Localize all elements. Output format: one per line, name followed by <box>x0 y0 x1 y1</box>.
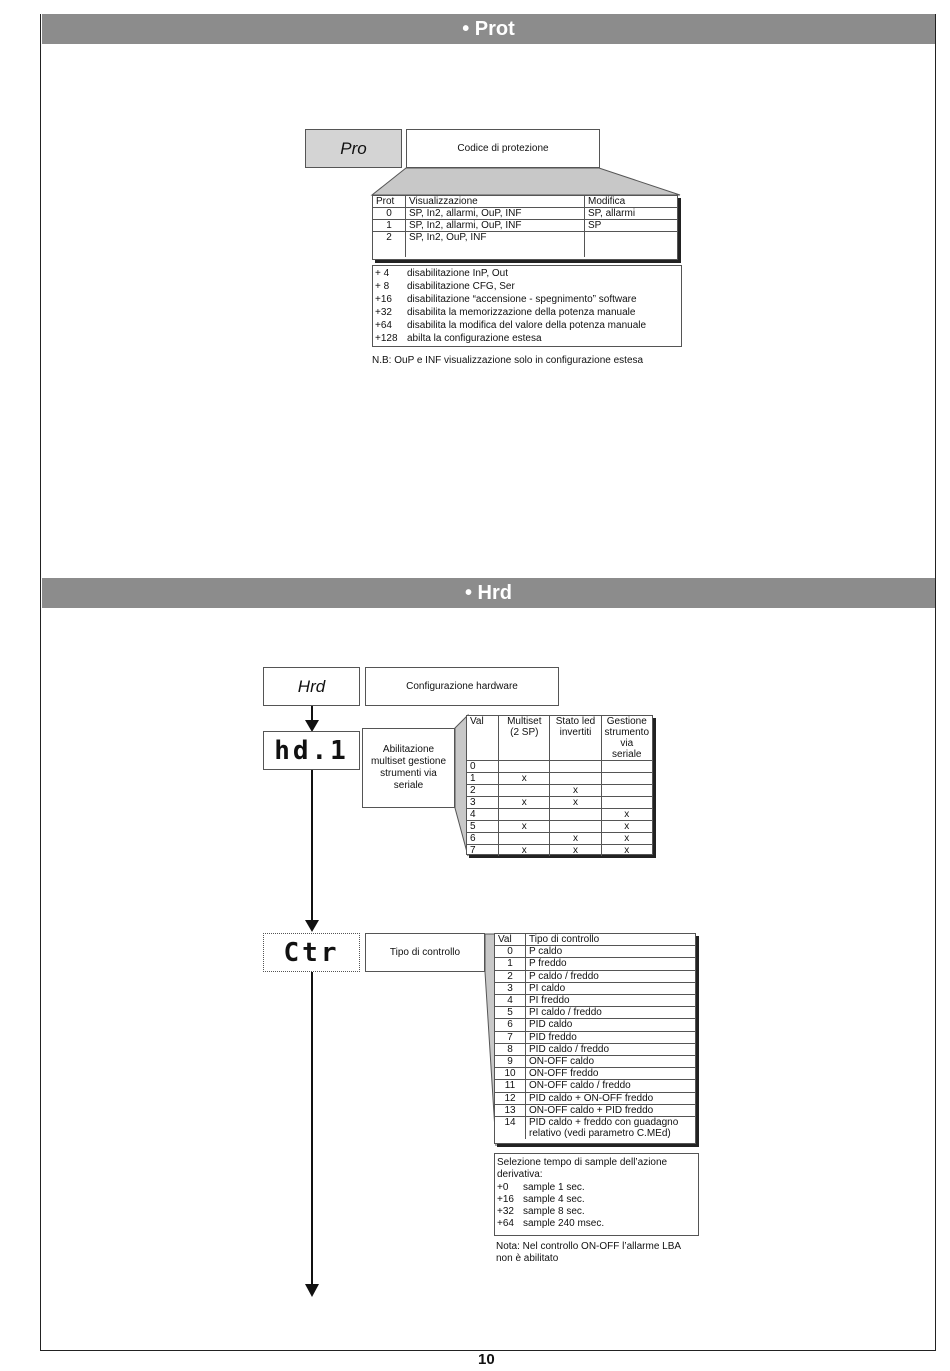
prot-mod: SP, allarmi <box>585 208 678 220</box>
list-item <box>375 294 679 305</box>
ctr-val: 1 <box>495 958 526 970</box>
ctr-val: 11 <box>495 1080 526 1092</box>
list-item <box>375 320 679 331</box>
ctr-type: P caldo <box>526 946 696 958</box>
list-item <box>375 281 679 292</box>
option-code: +128 <box>375 333 398 344</box>
option-text: sample 4 sec. <box>523 1193 585 1205</box>
hd1-cell: x <box>550 785 601 797</box>
option-code: +0 <box>497 1181 509 1193</box>
table-row <box>495 1043 695 1055</box>
ctr-val: 5 <box>495 1007 526 1019</box>
hd1-cell: x <box>499 773 550 785</box>
ctr-type: PID caldo / freddo <box>526 1043 696 1055</box>
hd1-cell: x <box>624 845 630 856</box>
table-row <box>467 773 652 785</box>
option-code: +16 <box>497 1193 514 1205</box>
ctr-type: PI caldo / freddo <box>526 1007 696 1019</box>
hd1-cell: x <box>550 797 601 809</box>
option-code: + 8 <box>375 281 390 292</box>
table-row <box>495 1117 695 1140</box>
ctr-type: PI freddo <box>526 995 696 1007</box>
table-row <box>373 232 677 258</box>
list-item <box>375 333 679 344</box>
prot-header-prot: Prot <box>373 196 406 208</box>
option-code: + 4 <box>375 268 390 279</box>
option-text: sample 8 sec. <box>523 1206 585 1218</box>
ctr-type: ON-OFF caldo / freddo <box>526 1080 696 1092</box>
table-row <box>495 1007 695 1019</box>
hd1-val: 6 <box>467 833 499 845</box>
prot-table-header <box>373 196 677 208</box>
prot-header-vis: Visualizzazione <box>406 196 585 208</box>
prot-mod <box>585 232 678 258</box>
hd1-description-box: Abilitazione multiset gestione strumenti via seriale <box>362 728 455 808</box>
ctr-table-header <box>495 934 695 946</box>
ctr-type: ON-OFF caldo + PID freddo <box>526 1104 696 1116</box>
table-row <box>467 761 652 773</box>
page-frame-right <box>935 14 936 1351</box>
table-row <box>495 1104 695 1116</box>
table-row <box>467 785 652 797</box>
ctr-display: Ctr <box>263 933 360 972</box>
option-code: +16 <box>375 294 392 305</box>
hd1-val: 1 <box>467 773 499 785</box>
ctr-type: PID caldo + ON-OFF freddo <box>526 1092 696 1104</box>
option-code: +32 <box>497 1206 514 1218</box>
ctr-header-type: Tipo di controllo <box>526 934 696 946</box>
list-item <box>497 1206 696 1218</box>
list-item <box>375 268 679 279</box>
table-row <box>373 220 677 232</box>
hd1-val: 3 <box>467 797 499 809</box>
list-item <box>375 307 679 318</box>
hd1-val: 4 <box>467 809 499 821</box>
prot-param-box: Pro <box>305 129 402 168</box>
arrow-down-icon <box>305 1284 319 1297</box>
sample-title: Selezione tempo di sample dell’azione derivativa: <box>497 1157 668 1181</box>
ctr-type: PID freddo <box>526 1031 696 1043</box>
option-code: +32 <box>375 307 392 318</box>
table-row <box>495 946 695 958</box>
prot-header-mod: Modifica <box>585 196 678 208</box>
hd1-val: 5 <box>467 821 499 833</box>
ctr-val: 13 <box>495 1104 526 1116</box>
hrd-description-box: Configurazione hardware <box>365 667 559 706</box>
sample-time-box <box>494 1153 699 1236</box>
hd1-cell <box>550 773 601 785</box>
table-row <box>495 1019 695 1031</box>
hd1-val: 2 <box>467 785 499 797</box>
table-row <box>373 208 677 220</box>
hd1-cell <box>601 785 652 797</box>
hd1-val: 7 <box>467 845 499 857</box>
hd1-display: hd.1 <box>263 731 360 770</box>
table-row <box>495 1031 695 1043</box>
prot-table <box>372 195 678 260</box>
ctr-val: 0 <box>495 946 526 958</box>
flow-arrow-line <box>311 770 313 922</box>
section-header-hrd: • Hrd <box>42 578 935 608</box>
ctr-val: 12 <box>495 1092 526 1104</box>
hd1-cell <box>499 785 550 797</box>
option-text: disabilitazione CFG, Ser <box>407 281 515 292</box>
page-frame-left <box>40 14 41 1351</box>
arrow-down-icon <box>305 920 319 932</box>
table-row <box>467 833 652 845</box>
ctr-val: 8 <box>495 1043 526 1055</box>
prot-note: N.B: OuP e INF visualizzazione solo in configurazione estesa <box>372 355 644 366</box>
table-row <box>495 1092 695 1104</box>
list-item <box>497 1218 696 1230</box>
hd1-cell: x <box>499 845 550 857</box>
ctr-val: 10 <box>495 1068 526 1080</box>
option-text: abilta la configurazione estesa <box>407 333 542 344</box>
prot-vis: SP, In2, OuP, INF <box>406 232 585 258</box>
hd1-cell <box>601 761 652 773</box>
table-row <box>495 995 695 1007</box>
hd1-cell: x <box>601 833 652 845</box>
ctr-description-box: Tipo di controllo <box>365 933 485 972</box>
ctr-type: PID caldo <box>526 1019 696 1031</box>
hd1-cell <box>550 761 601 773</box>
ctr-table <box>494 933 696 1144</box>
prot-mod: SP <box>585 220 678 232</box>
option-text: sample 240 msec. <box>523 1218 605 1230</box>
ctr-val: 3 <box>495 982 526 994</box>
hd1-cell: x <box>499 797 550 809</box>
hd1-val: 0 <box>467 761 499 773</box>
option-text: disabilita la modifica del valore della potenza manuale <box>407 320 647 331</box>
ctr-val: 4 <box>495 995 526 1007</box>
ctr-type: ON-OFF caldo <box>526 1056 696 1068</box>
option-text: disabilitazione “accensione - spegnimento” software <box>407 294 637 305</box>
hd1-cell <box>601 773 652 785</box>
table-row <box>495 1080 695 1092</box>
table-row <box>495 970 695 982</box>
table-row <box>495 958 695 970</box>
ctr-val: 7 <box>495 1031 526 1043</box>
hd1-table <box>466 715 653 855</box>
ctr-type: PID caldo + freddo con guadagno relativo (vedi parametro C.MEd) <box>529 1117 679 1140</box>
table-row <box>495 1068 695 1080</box>
hd1-header-serial: Gestione strumento via seriale <box>601 716 652 761</box>
option-text: disabilitazione InP, Out <box>407 268 508 279</box>
hd1-header-led: Stato led invertiti <box>550 716 601 761</box>
prot-options-box <box>372 265 682 347</box>
ctr-val: 14 <box>495 1117 526 1140</box>
ctr-header-val: Val <box>495 934 526 946</box>
table-row <box>467 845 652 857</box>
prot-funnel-connector <box>370 167 682 197</box>
hd1-cell: x <box>499 821 550 833</box>
ctr-type: P caldo / freddo <box>526 970 696 982</box>
hd1-cell: x <box>550 833 601 845</box>
table-row <box>495 982 695 994</box>
table-row <box>495 1056 695 1068</box>
table-row <box>467 797 652 809</box>
table-row <box>467 809 652 821</box>
option-text: disabilita la memorizzazione della potenza manuale <box>407 307 636 318</box>
hd1-cell: x <box>601 821 652 833</box>
hrd-param-box: Hrd <box>263 667 360 706</box>
ctr-type: ON-OFF freddo <box>526 1068 696 1080</box>
hd1-header-multiset: Multiset (2 SP) <box>499 716 550 761</box>
option-code: +64 <box>375 320 392 331</box>
hd1-cell <box>601 797 652 809</box>
ctr-val: 9 <box>495 1056 526 1068</box>
list-item <box>497 1194 696 1206</box>
hd1-cell <box>550 821 601 833</box>
hd1-cell <box>499 833 550 845</box>
option-code: +64 <box>497 1218 514 1230</box>
ctr-type: P freddo <box>526 958 696 970</box>
hd1-cell <box>550 809 601 821</box>
section-header-prot: • Prot <box>42 14 935 44</box>
page-number: 10 <box>478 1351 495 1368</box>
prot-vis: SP, In2, allarmi, OuP, INF <box>406 220 585 232</box>
hd1-cell: x <box>601 809 652 821</box>
hd1-cell <box>499 761 550 773</box>
hd1-cell <box>499 809 550 821</box>
hd1-header-val: Val <box>467 716 499 761</box>
prot-value: 2 <box>373 232 406 258</box>
ctr-val: 6 <box>495 1019 526 1031</box>
table-row <box>467 821 652 833</box>
list-item <box>497 1182 696 1194</box>
flow-arrow-line <box>311 972 313 1286</box>
prot-description-box: Codice di protezione <box>406 129 600 168</box>
prot-vis: SP, In2, allarmi, OuP, INF <box>406 208 585 220</box>
ctr-type: PI caldo <box>526 982 696 994</box>
hd1-table-header <box>467 716 652 761</box>
prot-value: 0 <box>373 208 406 220</box>
hrd-note: Nota: Nel controllo ON-OFF l’allarme LBA non è abilitato <box>496 1241 681 1265</box>
ctr-val: 2 <box>495 970 526 982</box>
hd1-cell: x <box>550 845 601 857</box>
prot-value: 1 <box>373 220 406 232</box>
option-text: sample 1 sec. <box>523 1181 585 1193</box>
